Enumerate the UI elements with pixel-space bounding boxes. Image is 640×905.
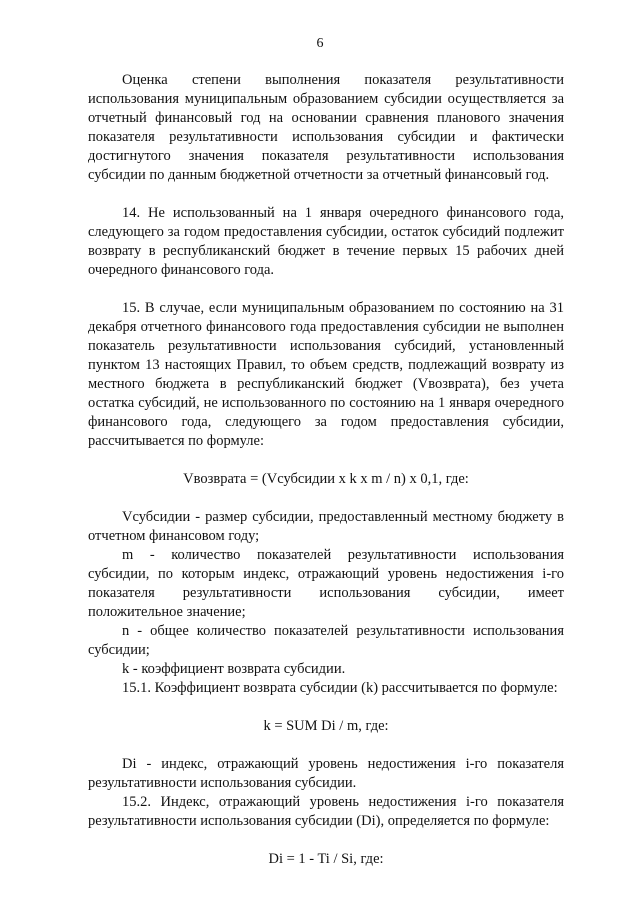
paragraph-14: 14. Не использованный на 1 января очередного финансового года, следующего за годом предоставления субсидии, остаток субсидий подлежит возврату в республиканский бюджет в течение первых 15 рабочих дней очередного финансового года. [88,205,564,278]
definition-m: m - количество показателей результативности использования субсидии, по которым индекс, отражающий уровень недостижения i-го показателя результативности использования субсидии, имеет положительное значение; [88,547,564,620]
paragraph-15-2: 15.2. Индекс, отражающий уровень недостижения i-го показателя результативности использования субсидии (Di), определяется по формуле: [88,794,564,829]
definition-k: k - коэффициент возврата субсидии. [122,661,346,677]
paragraph-15-1: 15.1. Коэффициент возврата субсидии (k) рассчитывается по формуле: [122,680,558,696]
page-number: 6 [316,36,324,51]
formula-refund-volume: Vвозврата = (Vсубсидии x k x m / n) x 0,1, где: [183,471,469,487]
paragraph-assessment: Оценка степени выполнения показателя результативности использования муниципальным образованием субсидии осуществляется за отчетный финансовый год на основании сравнения планового значения показателя результативности использования субсидии и фактически достигнутого значения показателя результативности использования субсидии по данным бюджетной отчетности за отчетный финансовый год. [88,72,564,183]
definition-di: Di - индекс, отражающий уровень недостижения i-го показателя результативности использования субсидии. [88,756,564,791]
formula-index-di: Di = 1 - Ti / Si, где: [268,851,384,867]
definition-n: n - общее количество показателей результативности использования субсидии; [88,623,564,658]
paragraph-15: 15. В случае, если муниципальным образованием по состоянию на 31 декабря отчетного финансового года предоставления субсидии не выполнен показатель результативности использования субсидий, установленный пунктом 13 настоящих Правил, то объем средств, подлежащий возврату из местного бюджета в республиканский бюджет (Vвозврата), без учета остатка субсидий, не использованного по состоянию на 1 января очередного финансового года, следующего за годом предоставления субсидии, рассчитывается по формуле: [88,300,564,449]
document-body [88,71,564,888]
formula-coefficient-k: k = SUM Di / m, где: [263,718,389,734]
definition-v-subsidy: Vсубсидии - размер субсидии, предоставленный местному бюджету в отчетном финансовом году; [88,509,564,544]
